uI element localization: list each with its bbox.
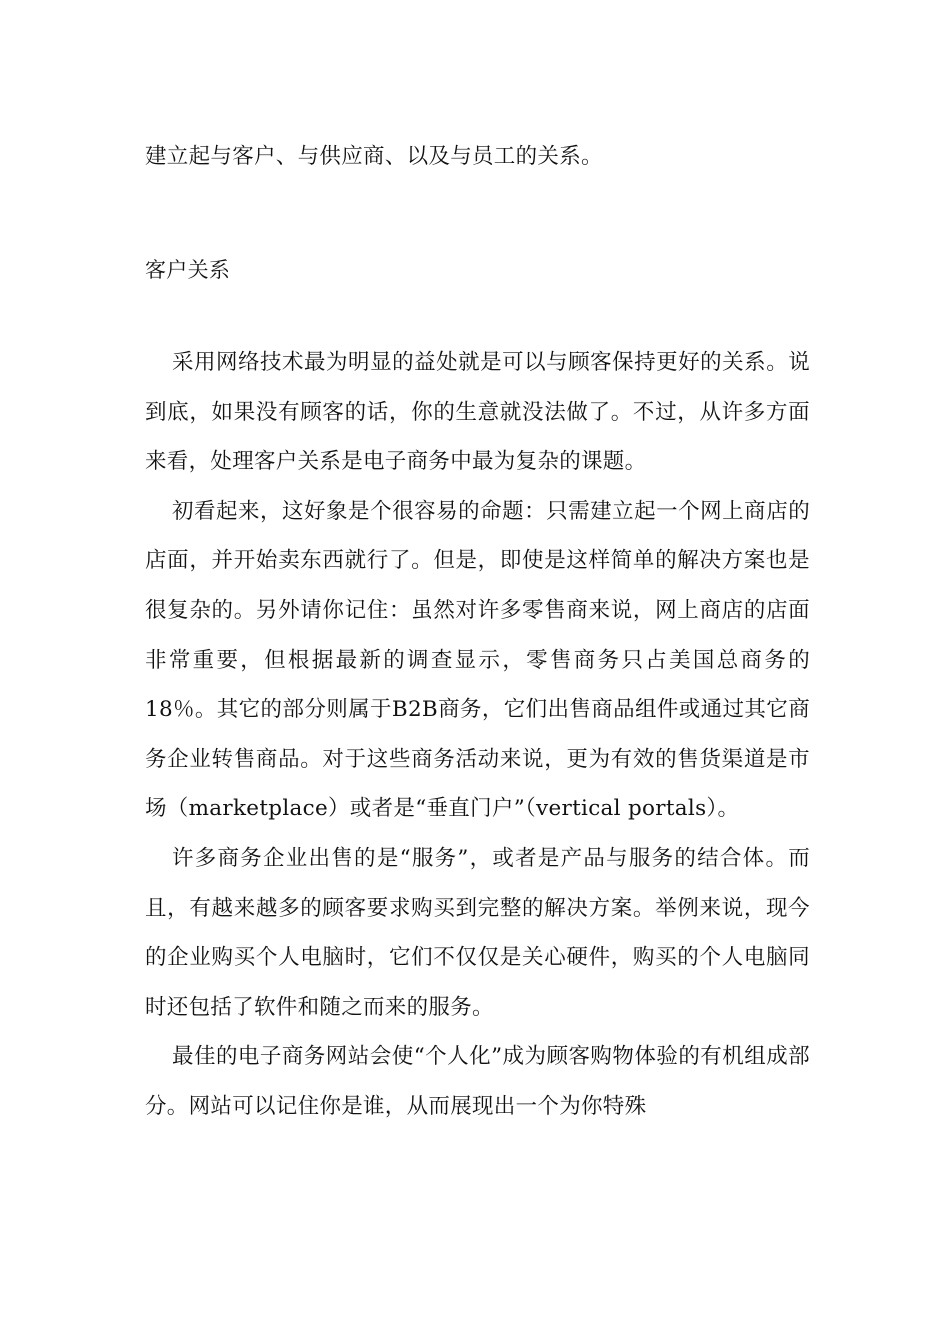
section-body xyxy=(145,338,810,1132)
paragraph-1: 采用网络技术最为明显的益处就是可以与顾客保持更好的关系。说到底，如果没有顾客的话，你的生意就没法做了。不过，从许多方面来看，处理客户关系是电子商务中最为复杂的课题。 xyxy=(145,350,810,475)
paragraph-2: 初看起来，这好象是个很容易的命题：只需建立起一个网上商店的店面，并开始卖东西就行了。但是，即使是这样简单的解决方案也是很复杂的。另外请你记住：虽然对许多零售商来说，网上商店的店面非常重要，但根据最新的调查显示，零售商务只占美国总商务的18％。其它的部分则属于B2B商务，它们出售商品组件或通过其它商务企业转售商品。对于这些商务活动来说，更为有效的售货渠道是市场（marketplace）或者是“垂直门户”（vertical portals）。 xyxy=(145,498,810,822)
paragraph-3: 许多商务企业出售的是“服务”，或者是产品与服务的结合体。而且，有越来越多的顾客要求购买到完整的解决方案。举例来说，现今的企业购买个人电脑时，它们不仅仅是关心硬件，购买的个人电脑同时还包括了软件和随之而来的服务。 xyxy=(145,845,810,1020)
paragraph-4: 最佳的电子商务网站会使“个人化”成为顾客购物体验的有机组成部分。网站可以记住你是谁，从而展现出一个为你特殊 xyxy=(145,1044,810,1119)
section-heading: 客户关系 xyxy=(145,258,231,282)
continuation-text: 建立起与客户、与供应商、以及与员工的关系。 xyxy=(145,144,603,169)
continuation-paragraph xyxy=(145,132,810,182)
